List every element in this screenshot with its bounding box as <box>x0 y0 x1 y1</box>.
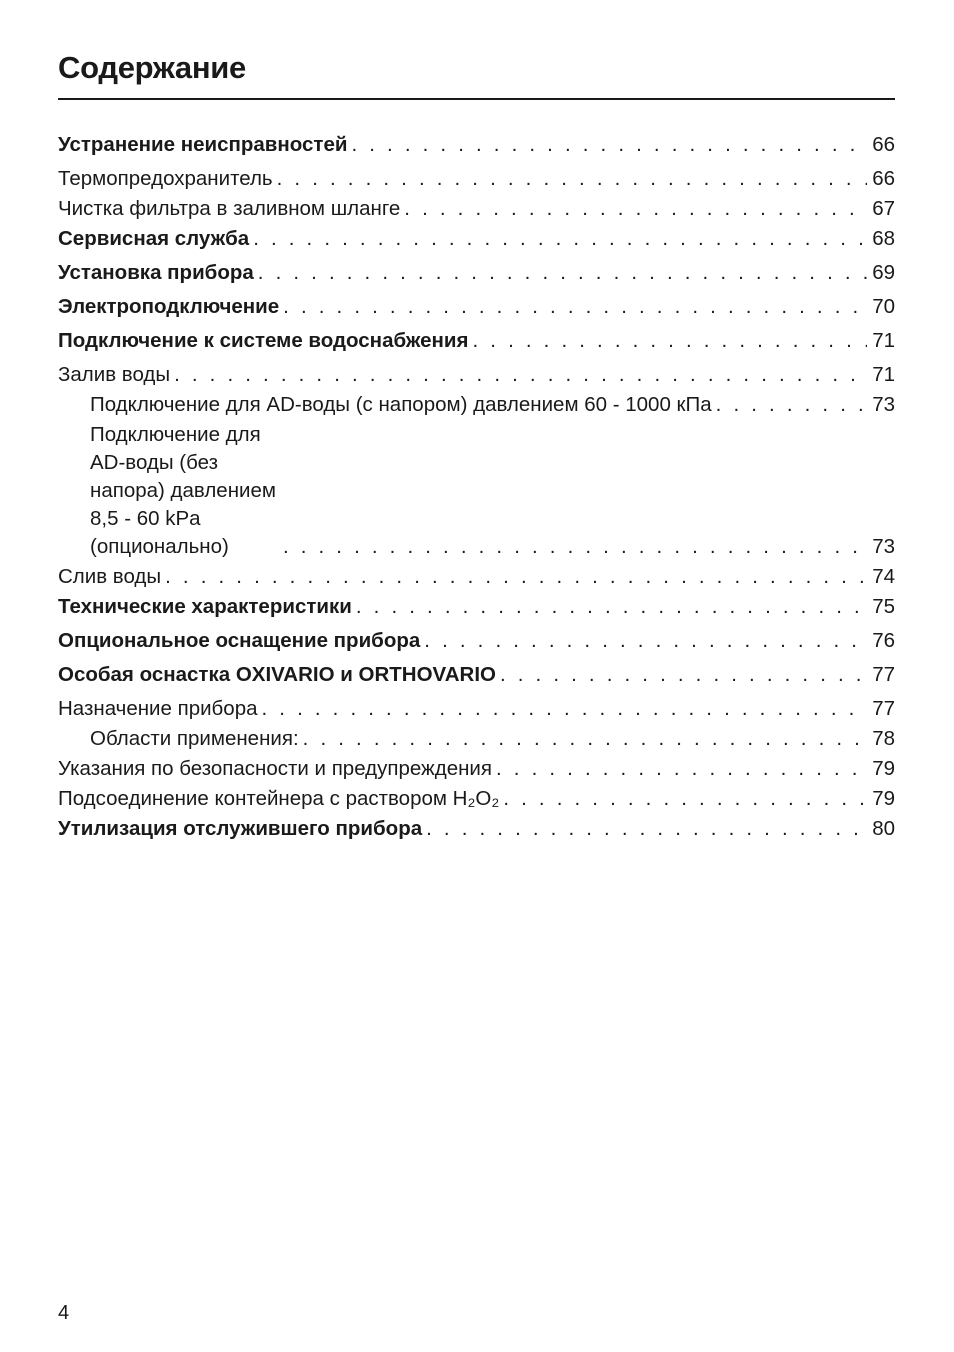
toc-entry-title: Чистка фильтра в заливном шланге <box>58 197 401 220</box>
dot-leader <box>253 225 867 253</box>
dot-leader <box>165 563 867 591</box>
toc-entry[interactable] <box>58 131 895 165</box>
toc-entry-page: 71 <box>872 363 895 386</box>
toc-entry[interactable] <box>58 259 895 293</box>
toc-entry-title: Указания по безопасности и предупреждения <box>58 757 492 780</box>
toc-entry-title: Области применения: <box>90 727 299 750</box>
dot-leader <box>174 361 867 389</box>
toc-entry-page: 71 <box>872 329 895 352</box>
toc-entry-title: Подключение к системе водоснабжения <box>58 329 469 352</box>
toc-entry[interactable] <box>58 293 895 327</box>
toc-entry-page: 70 <box>872 295 895 318</box>
toc-entry-page: 73 <box>872 393 895 416</box>
toc-entry-title: Особая оснастка OXIVARIO и ORTHOVARIO <box>58 663 496 686</box>
toc-entry-page: 66 <box>872 167 895 190</box>
table-of-contents <box>58 131 895 849</box>
toc-entry-title: Термопредохранитель <box>58 167 273 190</box>
toc-entry-page: 74 <box>872 565 895 588</box>
toc-entry-page: 80 <box>872 817 895 840</box>
toc-entry[interactable] <box>58 785 895 815</box>
toc-entry-title: Подсоединение контейнера с раствором H₂O₂ <box>58 787 500 810</box>
toc-entry-title: Установка прибора <box>58 261 254 284</box>
dot-leader <box>351 131 867 159</box>
toc-entry-title: Назначение прибора <box>58 697 258 720</box>
toc-entry-page: 68 <box>872 227 895 250</box>
dot-leader <box>303 725 867 753</box>
toc-entry[interactable] <box>58 593 895 627</box>
dot-leader <box>356 593 867 621</box>
toc-entry-page: 75 <box>872 595 895 618</box>
dot-leader <box>283 293 867 321</box>
toc-entry[interactable] <box>58 695 895 725</box>
toc-entry-page: 67 <box>872 197 895 220</box>
toc-entry-page: 79 <box>872 757 895 780</box>
page-number: 4 <box>58 1302 70 1324</box>
dot-leader <box>503 785 867 813</box>
toc-entry[interactable] <box>58 563 895 593</box>
toc-entry-page: 77 <box>872 663 895 686</box>
dot-leader <box>426 815 867 843</box>
dot-leader <box>716 391 867 419</box>
toc-entry-title: Опциональное оснащение прибора <box>58 629 421 652</box>
dot-leader <box>283 533 867 561</box>
toc-entry-title: Электроподключение <box>58 295 280 318</box>
toc-entry[interactable] <box>58 755 895 785</box>
dot-leader <box>404 195 867 223</box>
toc-entry-title: Сервисная служба <box>58 227 250 250</box>
toc-entry[interactable] <box>58 195 895 225</box>
toc-entry[interactable] <box>58 327 895 361</box>
toc-entry-page: 77 <box>872 697 895 720</box>
page-title: Содержание <box>58 50 246 85</box>
dot-leader <box>500 661 867 689</box>
toc-entry-page: 76 <box>872 629 895 652</box>
toc-entry-title: Утилизация отслужившего прибора <box>58 817 423 840</box>
dot-leader <box>258 259 867 287</box>
toc-entry-page: 78 <box>872 727 895 750</box>
toc-entry[interactable] <box>58 361 895 391</box>
toc-entry-title: Слив воды <box>58 565 162 588</box>
toc-entry-title: Подключение для AD-воды (с напором) давлением 60 - 1000 кПа <box>90 393 712 416</box>
toc-entry-page: 79 <box>872 787 895 810</box>
dot-leader <box>496 755 867 783</box>
dot-leader <box>277 165 867 193</box>
toc-entry[interactable] <box>58 661 895 695</box>
toc-entry[interactable] <box>58 725 895 755</box>
dot-leader <box>472 327 867 355</box>
toc-entry-page: 73 <box>872 535 895 558</box>
toc-entry[interactable] <box>58 815 895 849</box>
toc-entry-title: Подключение для AD-воды (без напора) давлением 8,5 - 60 kPa (опционально) <box>90 423 276 558</box>
toc-entry-page: 69 <box>872 261 895 284</box>
title-divider <box>58 98 895 100</box>
toc-entry-title: Устранение неисправностей <box>58 133 348 156</box>
dot-leader <box>424 627 867 655</box>
toc-entry-title: Технические характеристики <box>58 595 352 618</box>
dot-leader <box>262 695 868 723</box>
toc-entry[interactable] <box>58 165 895 195</box>
toc-entry-title: Залив воды <box>58 363 171 386</box>
toc-entry[interactable] <box>58 627 895 661</box>
toc-entry-page: 66 <box>872 133 895 156</box>
toc-entry[interactable] <box>58 225 895 259</box>
toc-entry[interactable] <box>58 421 895 563</box>
toc-entry[interactable] <box>58 391 895 421</box>
